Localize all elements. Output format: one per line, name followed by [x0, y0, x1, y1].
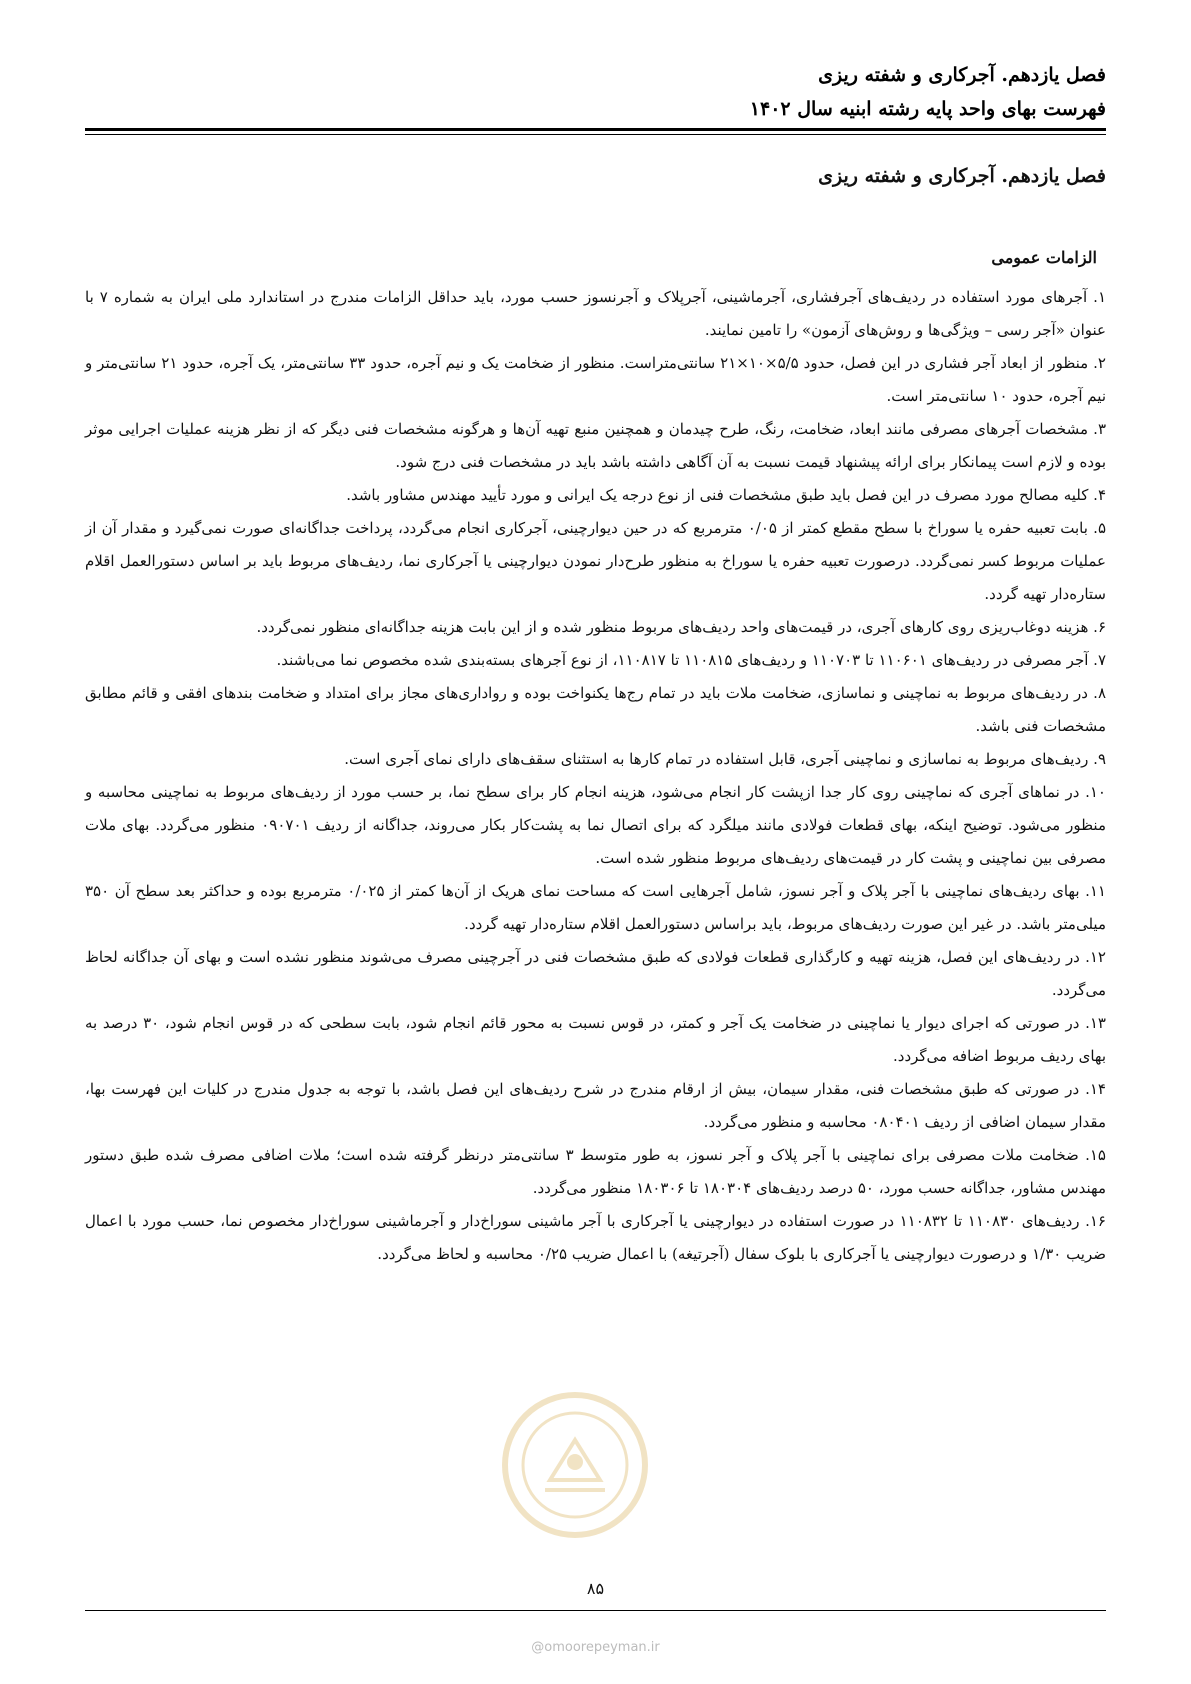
- footer-rule: [85, 1610, 1106, 1611]
- paragraph-3: ۳. مشخصات آجرهای مصرفی مانند ابعاد، ضخامت، رنگ، طرح چیدمان و همچنین منبع تهیه آن‌ها و هرگونه مشخصات فنی دیگر که از نظر هزینه عملیات اجرایی موثر بوده و لازم است پیمانکار برای ارائه پیشنهاد قیمت نسبت به آن آگاهی داشته باشد باید در مشخصات فنی درج شود.: [85, 420, 1106, 471]
- section-heading: الزامات عمومی: [991, 248, 1097, 267]
- page-number: ۸۵: [586, 1579, 605, 1598]
- paragraph-16: ۱۶. ردیف‌های ۱۱۰۸۳۰ تا ۱۱۰۸۳۲ در صورت استفاده در دیوارچینی یا آجرکاری با آجر ماشینی سوراخ‌دار و آجرماشینی سوراخ‌دار مخصوص نما، حسب مورد با اعمال ضریب ۱/۳۰ و درصورت دیوارچینی یا آجرکاری با بلوک سفال (آجرتیغه) با اعمال ضریب ۰/۲۵ محاسبه و لحاظ می‌گردد.: [85, 1212, 1106, 1263]
- header-rule-thin: [85, 134, 1106, 135]
- paragraph-6: ۶. هزینه دوغاب‌ریزی روی کارهای آجری، در قیمت‌های واحد ردیف‌های مربوط منظور شده و از این بابت هزینه جداگانه‌ای منظور نمی‌گردد.: [256, 618, 1106, 636]
- paragraph-14: ۱۴. در صورتی که طبق مشخصات فنی، مقدار سیمان، بیش از ارقام مندرج در شرح ردیف‌های این فصل باشد، با توجه به جدول مندرج در کلیات این فهرست بها، مقدار سیمان اضافی از ردیف ۰۸۰۴۰۱ محاسبه و منظور می‌گردد.: [85, 1080, 1106, 1131]
- paragraph-15: ۱۵. ضخامت ملات مصرفی برای نماچینی با آجر پلاک و آجر نسوز، به طور متوسط ۳ سانتی‌متر درنظر گرفته شده است؛ ملات اضافی مصرف شده طبق دستور مهندس مشاور، جداگانه حسب مورد، ۵۰ درصد ردیف‌های ۱۸۰۳۰۴ تا ۱۸۰۳۰۶ منظور می‌گردد.: [85, 1146, 1106, 1197]
- paragraph-5: ۵. بابت تعبیه حفره یا سوراخ با سطح مقطع کمتر از ۰/۰۵ مترمربع که در حین دیوارچینی، آجرکاری انجام می‌گردد، پرداخت جداگانه‌ای صورت نمی‌گیرد و مقدار آن از عملیات مربوط کسر نمی‌گردد. درصورت تعبیه حفره یا سوراخ به منظور طرح‌دار نمودن دیوارچینی یا آجرکاری نما، ردیف‌های مربوط باید بر اساس دستورالعمل اقلام ستاره‌دار تهیه گردد.: [85, 519, 1107, 603]
- chapter-title: فصل یازدهم. آجرکاری و شفته ریزی: [818, 165, 1106, 187]
- header-book-title: فهرست بهای واحد پایه رشته ابنیه سال ۱۴۰۲: [749, 98, 1106, 120]
- seal-watermark-icon: [495, 1370, 655, 1560]
- paragraph-8: ۸. در ردیف‌های مربوط به نماچینی و نماسازی، ضخامت ملات باید در تمام رج‌ها یکنواخت بوده و رواداری‌های مجاز برای امتداد و ضخامت بندهای افقی و قائم مطابق مشخصات فنی باشد.: [85, 684, 1106, 735]
- website-watermark: @omoorepeyman.ir: [531, 1640, 660, 1655]
- paragraph-1: ۱. آجرهای مورد استفاده در ردیف‌های آجرفشاری، آجرماشینی، آجرپلاک و آجرنسوز حسب مورد، باید حداقل الزامات مندرج در استاندارد ملی ایران به شماره ۷ با عنوان «آجر رسی – ویژگی‌ها و روش‌های آزمون» را تامین نمایند.: [85, 288, 1106, 339]
- paragraph-7: ۷. آجر مصرفی در ردیف‌های ۱۱۰۶۰۱ تا ۱۱۰۷۰۳ و ردیف‌های ۱۱۰۸۱۵ تا ۱۱۰۸۱۷، از نوع آجرهای بسته‌بندی شده مخصوص نما می‌باشند.: [276, 651, 1106, 669]
- paragraph-12: ۱۲. در ردیف‌های این فصل، هزینه تهیه و کارگذاری قطعات فولادی که طبق مشخصات فنی در آجرچینی مصرف می‌شوند منظور نشده است و بهای آن جداگانه لحاظ می‌گردد.: [85, 948, 1106, 999]
- body-text: [85, 281, 1106, 1271]
- paragraph-13: ۱۳. در صورتی که اجرای دیوار یا نماچینی در ضخامت یک آجر و کمتر، در قوس نسبت به محور قائم انجام شود، بابت سطحی که در قوس انجام شود، ۳۰ درصد به بهای ردیف مربوط اضافه می‌گردد.: [85, 1014, 1106, 1065]
- header-chapter-title: فصل یازدهم. آجرکاری و شفته ریزی: [818, 64, 1106, 86]
- paragraph-11: ۱۱. بهای ردیف‌های نماچینی با آجر پلاک و آجر نسوز، شامل آجرهایی است که مساحت نمای هریک از آن‌ها کمتر از ۰/۰۲۵ مترمربع بوده و حداکثر بعد سطح آن ۳۵۰ میلی‌متر باشد. در غیر این صورت ردیف‌های مربوط، باید براساس دستورالعمل اقلام ستاره‌دار تهیه گردد.: [85, 882, 1106, 933]
- header-rule-thick: [85, 128, 1106, 131]
- paragraph-2: ۲. منظور از ابعاد آجر فشاری در این فصل، حدود ۵/۵×۱۰×۲۱ سانتی‌متراست. منظور از ضخامت یک و نیم آجره، حدود ۳۳ سانتی‌متر، یک آجره، حدود ۲۱ سانتی‌متر و نیم آجره، حدود ۱۰ سانتی‌متر است.: [85, 354, 1106, 405]
- running-header: [85, 58, 1106, 126]
- paragraph-9: ۹. ردیف‌های مربوط به نماسازی و نماچینی آجری، قابل استفاده در تمام کارها به استثنای سقف‌های دارای نمای آجری است.: [344, 750, 1106, 768]
- paragraph-10: ۱۰. در نماهای آجری که نماچینی روی کار جدا ازپشت کار انجام می‌شود، هزینه انجام کار برای سطح نما، بر حسب مورد از ردیف‌های مربوط به نماچینی محاسبه و منظور می‌شود. توضیح اینکه، بهای قطعات فولادی مانند میلگرد که برای اتصال نما به پشت‌کار بکار می‌روند، جداگانه از ردیف ۰۹۰۷۰۱ منظور می‌گردد. بهای ملات مصرفی بین نماچینی و پشت کار در قیمت‌های ردیف‌های مربوط منظور شده است.: [85, 783, 1106, 867]
- paragraph-4: ۴. کلیه مصالح مورد مصرف در این فصل باید طبق مشخصات فنی از نوع درجه یک ایرانی و مورد تأیید مهندس مشاور باشد.: [346, 486, 1106, 504]
